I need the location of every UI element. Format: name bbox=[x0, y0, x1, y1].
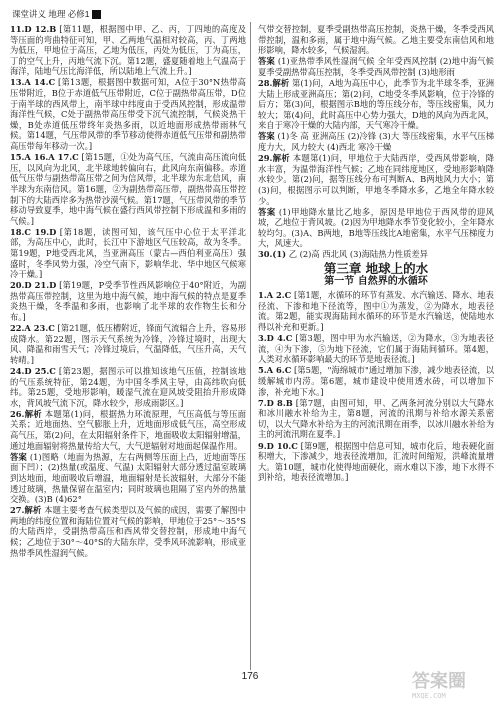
answer-number: 15.A 16.A 17.C bbox=[10, 152, 79, 163]
answer-number: 答案 bbox=[258, 206, 276, 217]
answer-number: 29.解析 bbox=[258, 153, 290, 164]
answer-number: 22.A 23.C bbox=[10, 323, 55, 334]
answer-text: (1)图略（地面为热源，左右两侧等压面上凸，近地面等压面下凹）；(2)热量(或温度、气温) 太阳辐射大部分透过温室玻璃到达地面，地面吸收后增温，地面辐射是长波辐射，大部分不能透过玻璃，热量保留在温室内；同时玻璃也阻隔了室内外的热量交换。(3)B (4)62° bbox=[10, 451, 246, 505]
answer-text: [第11题，根据图中甲、乙、丙，丁四地的高度及等压面的弯曲特征可知，甲、乙两地气温相对较高，丙、丁两地为低压，甲地位于高压，乙地为低压，丙处为低压，丁为高压，丁的空气上升，丙地气流下沉。第12题，盛夏随着地上气温高于海洋，陆地气压比海洋低，所以陆地上气流上升。] bbox=[10, 24, 247, 77]
answer-number: 30.(1) bbox=[258, 249, 287, 260]
answer-number: 18.C 19.D bbox=[10, 226, 57, 237]
answer-number: 13.A 14.C bbox=[10, 77, 56, 88]
answer-entry bbox=[10, 152, 246, 226]
answer-entry bbox=[258, 333, 494, 365]
answer-text: 乙 (2)高 西北风 (3)海陆热力性质差异 bbox=[288, 249, 428, 260]
answer-entry bbox=[258, 24, 494, 56]
answer-entry bbox=[10, 280, 246, 322]
answer-entry bbox=[258, 290, 494, 332]
answer-entry bbox=[10, 24, 246, 77]
answer-text: [第23题，据图示可以推知该地气压值，控制该地的气压系统特征，第24题，为中国冬季风主导，由高纬吹向低纬。第25题，受地形影响，暖湿气流在迎风坡受阻抬升形成降水，背风坡气流下沉，降水较少，形成雨影区。] bbox=[10, 366, 247, 408]
answer-number: 20.D 21.D bbox=[10, 280, 57, 291]
answer-entry bbox=[10, 323, 246, 365]
answer-text: [第7题，由图可知，甲、乙两条河流分别以大气降水和冰川融水补给为主，第8题，河流的汛期与补给水源关系密切，以大气降水补给为主的河流汛期在雨季，以冰川融水补给为主的河流汛期在夏季。] bbox=[258, 397, 494, 440]
answer-entry bbox=[10, 505, 246, 558]
answer-text: [第19题，P受季节性西风影响位于40°附近，为副热带高压带控制，这里为地中海气候，地中海气候的特点是夏季炎热干燥，冬季温和多雨，也影响了北半球的农作物生长和分布。] bbox=[10, 280, 246, 323]
publisher-logo-icon bbox=[92, 10, 101, 19]
answer-entry bbox=[258, 78, 494, 131]
answer-entry bbox=[10, 409, 246, 451]
left-column bbox=[10, 24, 246, 559]
answer-text: [第1题，水循环的环节有蒸发、水汽输送、降水、地表径流、下渗和地下径流等，图中①为蒸发，②为降水，地表径流。第2题，能实现海陆间水循环的环节是水汽输送，使陆地水得以补充和更新。] bbox=[258, 290, 494, 333]
answer-number: 答案 bbox=[10, 451, 28, 462]
answer-text: 本题主要考查气候类型以及气候的成因，需要了解图中两地的纬度位置和海陆位置对气候的影响，甲地位于25°～35°S的大陆西岸，受副热带高压和西风带交替控制，形成地中海气候；乙地位于30°～40°S的大陆东岸，受季风环流影响，形成亚热带季风性湿润气候。 bbox=[10, 505, 246, 558]
answer-entry bbox=[258, 56, 494, 77]
answer-text: [第21题，低压槽附近，锋面气流辐合上升，容易形成降水。第22题，图示天气系统为冷锋，冷锋过境时，出现大风、降温和雨雪天气；冷锋过境后，气温降低，气压升高，天气转晴。] bbox=[10, 323, 247, 365]
answer-entry bbox=[258, 249, 494, 260]
answer-text: 第(1)问，A地为高压中心，此季节为北半球冬季，亚洲大陆上形成亚洲高压；第(2)问，C地受冬季风影响，位于冷锋的后方；第(3)问，根据图示B地的等压线分布，等压线密集，风力较大；第(4)问，此时高压中心势力强大，D地的风向为西北风，来自于寒冷干燥的大陆内部，天气寒冷干燥。 bbox=[258, 77, 495, 131]
watermark-line2: MXQE.COM bbox=[412, 692, 446, 700]
answer-entry bbox=[258, 398, 494, 440]
answer-entry bbox=[258, 441, 494, 483]
answer-text: [第18题，读图可知，该气压中心位于太平洋北部，为高压中心，此时，长江中下游地区气压较高，故为冬季。第19题，P地受西北风，当亚洲高压（蒙古—西伯利亚高压）强盛时，冬季风势力强，冷空气南下，影响华北、华中地区气候寒冷干燥。] bbox=[10, 226, 247, 280]
column-divider bbox=[250, 22, 251, 670]
answer-text: (1)冬 高 亚洲高压 (2)冷锋 (3)大 等压线密集，水平气压梯度力大，风力较大 (4)西北 寒冷干燥 bbox=[258, 131, 494, 153]
answer-entry bbox=[258, 131, 494, 152]
answer-text: [第3题，图中甲为水汽输送，②为降水，③为地表径流，④为下渗，⑤为地下径流，它们属于海陆间循环。第4题，人类对水循环影响最大的环节是地表径流。] bbox=[258, 333, 494, 365]
answer-number: 答案 bbox=[258, 131, 275, 142]
header-text: 课堂讲义 地理 必修1 bbox=[12, 9, 90, 19]
answer-number: 24.D 25.C bbox=[10, 366, 56, 376]
answer-number: 7.D 8.B bbox=[258, 397, 293, 408]
answer-entry bbox=[10, 452, 246, 505]
answer-text: [第9题，根据图中信息可知，城市化后，地表硬化面积增大，下渗减少，地表径流增加，汇流时间缩短，洪峰流量增大。第10题，城市化使得地面硬化，雨水难以下渗，地下水得不到补给，地表径流增加。] bbox=[258, 440, 494, 483]
answer-text: 本题第(1)问，根据热力环流原理，气压高低与等压面关系；近地面热、空气膨胀上升，近地面形成低气压，高空形成高气压，第(2)问，在太阳辐射条件下，地面吸收太阳辐射增温，通过地面辐射将热量传给大气，大气逆辐射对地面起保温作用。 bbox=[10, 408, 247, 451]
answer-text: (1)亚热带季风性湿润气候 全年受西风控制 (2)地中海气候 夏季受副热带高压控制，冬季受西风带控制 (3)地形雨 bbox=[258, 56, 494, 77]
answer-number: 9.D 10.C bbox=[258, 440, 298, 451]
answer-entry bbox=[258, 153, 494, 206]
answer-entry bbox=[10, 77, 246, 151]
answer-entry bbox=[258, 365, 494, 397]
answer-number: 26.解析 bbox=[10, 408, 42, 419]
section-title: 第一节 自然界的水循环 bbox=[324, 275, 428, 287]
chapter-title: 第三章 地球上的水 bbox=[323, 261, 429, 277]
answer-entry bbox=[10, 227, 246, 280]
answer-text: [第13题，根据图中数据可知，A位于30°N热带高压带附近，B位于赤道低气压带附近，C位于副热带高压带，D位于南半球的西风带上，南半球中纬度由于受西风控制，形成温带海洋性气候，C处于副热带高压带受下沉气流控制，气候炎热干燥，B处赤道低压带终年炎热多雨，以近地面形成热带雨林气候。第14题，气压带风带的季节移动使得赤道低气压带和副热带高压带每年移动一次。] bbox=[10, 77, 246, 152]
answer-number: 答案 bbox=[258, 56, 275, 67]
page-number: 176 bbox=[241, 671, 259, 682]
answer-number: 3.D 4.C bbox=[258, 333, 293, 344]
right-column bbox=[258, 24, 494, 483]
answer-entry bbox=[258, 207, 494, 249]
answer-text: 气带交替控制，夏季受副热带高压控制，炎热干燥，冬季受西风带控制，温和多雨，属于地中海气候。乙地主要受东南信风和地形影响，降水较多，气候湿润。 bbox=[258, 24, 494, 56]
answer-number: 11.D 12.B bbox=[10, 24, 57, 34]
answer-text: [第15题，①处为高气压，气流由高压流向低压，以风向为北风，北半球地转偏向右，此风向东南偏移。赤道低气压带与副热带高压带之间为信风带，北半球为东北信风，南半球为东南信风。第16题，②为副热带高压带，副热带高压带控制下的大陆西岸多为热带沙漠气候。第17题，气压带风带的季节移动导致夏季，地中海气候在盛行西风带控制下形成温和多雨的气候。] bbox=[10, 152, 247, 226]
watermark-line1: 答案圈 bbox=[412, 671, 466, 692]
watermark bbox=[412, 672, 496, 704]
answer-number: 27.解析 bbox=[10, 505, 42, 516]
answer-number: 28.解析 bbox=[258, 77, 290, 88]
answer-text: (1)甲地降水量比乙地多，原因是甲地位于西风带的迎风坡，乙地位于背风坡。(2)因为甲地降水季节变化较小，全年降水较均匀。(3)A、B两地，B地等压线比A地密集，水平气压梯度力大，风速大。 bbox=[258, 206, 494, 249]
answer-number: 5.A 6.C bbox=[258, 365, 292, 376]
answer-entry bbox=[10, 366, 246, 408]
answer-text: 本题第(1)问，甲地位于大陆西岸，受西风带影响，降水丰富，为温带海洋性气候；乙地在同纬度地区，受地形影响降水较少。第(2)问，据等压线分布可判断A、B两地风力大小；第(3)问，根据图示可以判断，甲地冬季降水多，乙地全年降水较少。 bbox=[258, 153, 495, 206]
answer-text: [第5题，"海绵城市"通过增加下渗，减少地表径流，以缓解城市内涝。第6题，城市建设中使用透水砖，可以增加下渗，补充地下水。] bbox=[258, 365, 494, 397]
answer-number: 1.A 2.C bbox=[258, 290, 292, 301]
page-header bbox=[12, 8, 101, 20]
